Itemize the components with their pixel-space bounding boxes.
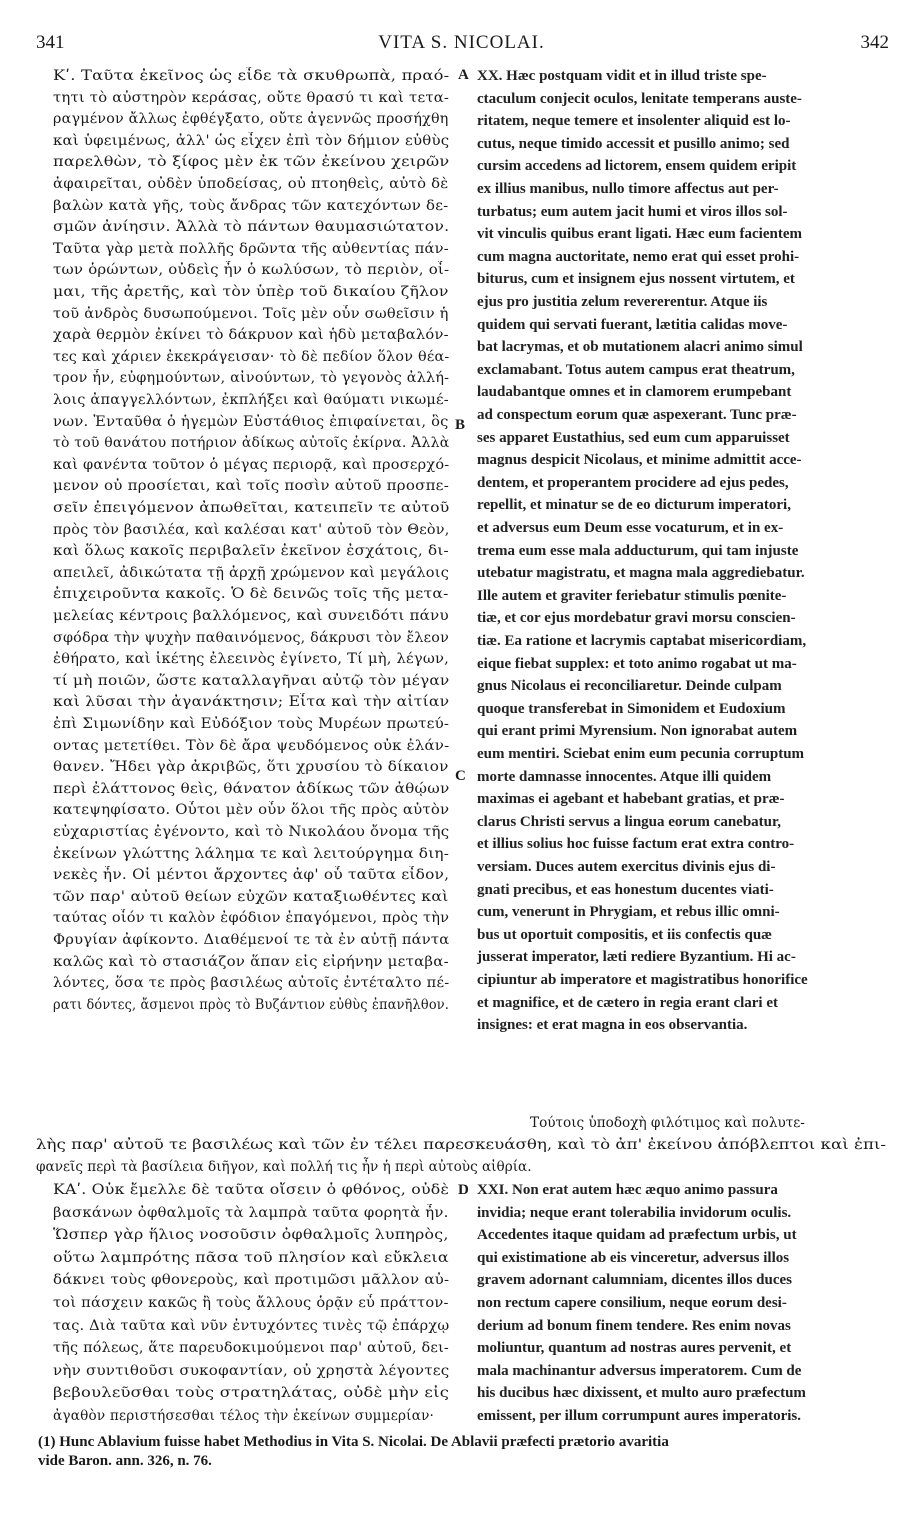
text-line: τῶν παρ' αὐτοῦ θείων εὐχῶν καταξιωθέντες καὶ xyxy=(53,888,449,905)
text-line: bus ut oportuit compositis, et iis confectis quæ xyxy=(477,926,773,943)
text-line: gravem adornant calumniam, dicentes illos duces xyxy=(477,1272,792,1289)
text-line: ἀγαθὸν περιστήσεσθαι τέλος τὴν ἐκείνων συμμερίαν· xyxy=(53,1408,435,1424)
text-line: πρὸς τὸν βασιλέα, καὶ καλέσαι κατ' αὐτοῦ τὸν Θεὸν, xyxy=(53,521,450,538)
text-line: et adversus eum Deum esse vocaturum, et in ex- xyxy=(477,520,784,536)
text-line: ταύτας οἷόν τι καλὸν ἐφόδιον ἐπαγόμενοι, πρὸς τὴν xyxy=(53,910,450,927)
text-line: repellit, et minatur se de eo dicturum imperatori, xyxy=(477,497,791,514)
text-line: ἐκείνων γλώττης λάλημα τε καὶ λειτούργημα διη- xyxy=(53,845,450,862)
text-line: mala machinantur adversus imperatorem. Cum de xyxy=(477,1362,802,1379)
page-number-right: 342 xyxy=(860,32,889,53)
text-line: καὶ φανέντα τοῦτον ὁ μέγας περιορᾷ, καὶ προσερχό- xyxy=(53,456,450,473)
text-line: cipiuntur ab imperatore et magistratibus honorifice xyxy=(477,972,808,988)
text-line: δάκνει τοὺς φθονεροὺς, καὶ προτιμῶσι μᾶλλον αὐ- xyxy=(53,1272,450,1289)
footnote-line: (1) Hunc Ablavium fuisse habet Methodius in Vita S. Nicolai. De Ablavii præfecti prætorio avaritia xyxy=(38,1434,669,1450)
text-line: cursim accedens ad lictorem, ensem quidem eripit xyxy=(477,158,797,175)
text-line: dentem, et properantem procidere ad ejus pedes, xyxy=(477,474,789,491)
text-line: quidem qui servati fuerant, lætitia calidas move- xyxy=(477,316,788,333)
text-line: φανεῖς περὶ τὰ βασίλεια διῆγον, καὶ πολλή τις ἦν ἡ περὶ αὐτοὺς αἰθρία. xyxy=(36,1159,532,1175)
text-line: λὴς παρ' αὐτοῦ τε βασιλέως καὶ τῶν ἐν τέλει παρεσκευάσθη, καὶ τὸ ἀπ' ἐκείνου ἀπόβλεπτοι καὶ ἐπι- xyxy=(36,1137,887,1153)
text-line: clarus Christi servus a lingua eorum canebatur, xyxy=(477,813,782,830)
text-line: non rectum capere consilium, neque eorum desi- xyxy=(477,1295,787,1311)
text-line: maximas ei agebant et habebant gratias, et præ- xyxy=(477,791,785,808)
text-line: σμῶν ἀνίησιν. Ἀλλὰ τὸ πάντων θαυμασιώτατον. xyxy=(53,219,450,236)
text-line: cum magna auctoritate, nemo erat qui esset prohi- xyxy=(477,248,800,265)
text-line: emissent, per illum corrumpunt aures imperatoris. xyxy=(477,1408,802,1424)
text-line: Ταῦτα γὰρ μετὰ πολλῆς δρῶντα τῆς αὐθεντίας πάν- xyxy=(53,240,449,257)
text-line: νων. Ἐνταῦθα ὁ ἡγεμὼν Εὐστάθιος ἐπιφαίνεται, ὃς xyxy=(53,413,449,430)
text-line: cutus, neque timido accessit et pusillo animo; sed xyxy=(477,135,790,152)
text-line: Φρυγίαν ἀφίκοντο. Διαθέμενοί τε τὰ ἐν αὐτῇ πάντα xyxy=(53,932,450,948)
text-line: καὶ ὑφειμένως, ἀλλ' ὡς εἶχεν ἐπὶ τὸν δήμιον εὐθὺς xyxy=(53,132,450,149)
text-line: utebatur magistratu, et magna mala aggrediebatur. xyxy=(477,565,805,582)
text-line: νεκὲς ἦν. Οἱ μέντοι ἄρχοντες ἀφ' οὗ ταῦτα εἶδον, xyxy=(53,867,450,884)
text-line: tiæ. Ea ratione et lacrymis captabat misericordiam, xyxy=(477,633,807,649)
text-line: gnati precibus, et eas honestum ducentes viati- xyxy=(477,881,774,898)
text-line: et magnifice, et de cætero in regia erant clari et xyxy=(477,994,778,1011)
text-line: ἐθήρατο, καὶ ἱκέτης ἐλεεινὸς ἐγίνετο, Τί μὴ, λέγων, xyxy=(53,651,450,668)
margin-marker-b: B xyxy=(455,417,466,433)
text-line: απειλεῖ, ἀδικώτατα τῇ ἀρχῇ χρώμενον καὶ μεγάλοις xyxy=(53,564,450,581)
text-line: ΚΑʹ. Οὐκ ἔμελλε δὲ ταῦτα οἴσειν ὁ φθόνος, οὐδὲ xyxy=(53,1182,450,1198)
text-line: ses apparet Eustathius, sed eum cum apparuisset xyxy=(477,429,790,446)
text-line: ἀφαιρεῖται, οὐδὲν ὑποδείσας, οὐ πτοηθεὶς, αὐτὸ δὲ xyxy=(53,176,449,192)
text-line: his ducibus hæc dixissent, et multo auro præfectum xyxy=(477,1385,806,1402)
text-line: κατεψηφίσατο. Οὗτοι μὲν οὖν ὅλοι τῆς πρὸς αὐτὸν xyxy=(53,802,450,819)
text-line: quoque transferebat in Simonidem et Eudoxium xyxy=(477,700,786,717)
text-line: μενον οὐ προσίεται, καὶ τοῖς ποσὶν αὐτοῦ προσπε- xyxy=(53,478,450,495)
text-line: παρελθὼν, τὸ ξίφος μὲν ἐκ τῶν ἐκείνου χειρῶν xyxy=(53,154,450,171)
text-line: Accedentes itaque quidam ad præfectum urbis, ut xyxy=(477,1227,797,1244)
text-line: cum, venerunt in Phrygiam, et rebus illic omni- xyxy=(477,904,780,921)
text-line: λοις ἀπαγγελλόντων, ἐκπλήξει καὶ θαύματι νικωμέ- xyxy=(53,392,449,408)
text-line: τὸ τοῦ θανάτου ποτήριον ἀδίκως αὐτοῖς ἐκίρνα. Ἀλλὰ xyxy=(53,435,450,452)
text-line: εὐχαριστίας ἐγένοντο, καὶ τὸ Νικολάου ὄνομα τῆς xyxy=(53,824,450,840)
text-line: οὕτω λαμπρότης πᾶσα τοῦ πλησίον καὶ εὔκλεια xyxy=(53,1249,449,1266)
text-line: τοὶ πάσχειν κακῶς ἢ τοὺς ἄλλους ὁρᾷν εὖ πράττον- xyxy=(53,1295,449,1311)
text-line: μαι, τῆς ἀρετῆς, καὶ τὸν ὑπὲρ τοῦ δικαίου ζῆλον xyxy=(53,284,449,300)
text-line: moliuntur, quantum ad nostras aures pervenit, et xyxy=(477,1340,792,1357)
text-line: τῆς πόλεως, ἅτε παρευδοκιμούμενοι παρ' αὐτοῦ, δει- xyxy=(53,1340,450,1357)
text-line: invidia; neque erant tolerabilia invidorum oculis. xyxy=(477,1204,792,1221)
text-line: ejus pro justitia zelum revererentur. Atque iis xyxy=(477,294,768,310)
running-title: VITA S. NICOLAI. xyxy=(378,32,545,53)
text-line: eum mentiri. Sciebat enim eum pecunia corruptum xyxy=(477,746,805,762)
text-line: τρον ἦν, εὐφημούντων, αἰνούντων, τὸ γεγονὸς ἀλλή- xyxy=(53,370,450,387)
text-line: ἐπὶ Σιμωνίδην καὶ Εὐδόξιον τοὺς Μυρέων πρωτεύ- xyxy=(53,716,450,732)
text-line: laudabantque omnes et in clamorem erumpebant xyxy=(477,384,792,401)
text-line: qui existimatione ab eis vinceretur, adversus illos xyxy=(477,1249,790,1266)
text-line: qui erant primi Myrensium. Non ignorabat autem xyxy=(477,723,798,740)
text-line: trema eum esse mala adducturum, qui tam injuste xyxy=(477,542,799,559)
text-line: ραγμένον ἄλλως ἐφθέγξατο, οὔτε ἀγεννῶς προσήχθη xyxy=(53,111,449,128)
text-line: eique fiebat supplex: et toto animo rogabat ut ma- xyxy=(477,655,797,672)
text-line: λόντες, ὅσα τε πρὸς βασιλέως αὐτοῖς ἐντέταλτο πέ- xyxy=(53,975,450,992)
text-line: τας. Διὰ ταῦτα καὶ νῦν ἐντυχόντες τινὲς τῷ ἐπάρχῳ xyxy=(53,1317,450,1334)
text-line: σεῖν ἐπειγόμενον ἀπωθεῖται, κατειπεῖν τε αὐτοῦ xyxy=(53,500,450,516)
text-line: ρατι δόντες, ἄσμενοι πρὸς τὸ Βυζάντιον εὐθὺς ἐπανῆλθον. xyxy=(53,996,450,1013)
margin-marker-d: D xyxy=(458,1182,469,1198)
margin-marker-c: C xyxy=(455,768,466,784)
text-line: χαρὰ θερμὸν ἐκίνει τὸ δάκρυον καὶ ἡδὺ μεταβαλόν- xyxy=(53,327,449,344)
text-line: βεβουλεῦσθαι τοὺς στρατηλάτας, οὐδὲ μὴν εἰς xyxy=(53,1385,450,1402)
text-line: των ὁρώντων, οὐδεὶς ἦν ὁ κωλύσων, τὸ περιὸν, οἶ- xyxy=(53,262,450,279)
text-line: XX. Hæc postquam vidit et in illud triste spe- xyxy=(477,68,767,84)
text-line: ἐπιχειροῦντα κακοῖς. Ὁ δὲ δεινῶς τοῖς τῆς μετα- xyxy=(53,586,449,603)
text-line: exclamabant. Totus autem campus erat theatrum, xyxy=(477,361,795,378)
text-line: et illius solius hoc fuisse factum erat extra contro- xyxy=(477,836,795,853)
text-line: τί μὴ ποιῶν, ὥστε καταλλαγῆναι αὐτῷ τὸν μέγαν xyxy=(53,672,450,689)
text-line: τητι τὸ αὐστηρὸν κεράσας, οὔτε θρασύ τι καὶ τετα- xyxy=(53,89,450,106)
text-line: καλῶς καὶ τὸ στασιάζον ἅπαν εἰς εἰρήνην μεταβα- xyxy=(53,953,449,970)
text-line: θανεν. Ἤδει γὰρ ἀκριβῶς, ὅτι χρυσίου τὸ δίκαιον xyxy=(53,759,449,776)
text-line: insignes: et erat magna in eos observantia. xyxy=(477,1017,748,1034)
text-line: οντας μετετίθει. Τὸν δὲ ἄρα ψευδόμενος οὐκ ἐλάν- xyxy=(53,737,450,754)
text-line: turbatus; eum autem jacit humi et viros illos sol- xyxy=(477,203,788,220)
text-line: τοῦ ἀνδρὸς δυσωπούμενοι. Τοῖς μὲν οὖν σωθεῖσιν ἡ xyxy=(53,305,449,322)
margin-marker-a: A xyxy=(458,67,469,83)
text-line: XXI. Non erat autem hæc æquo animo passura xyxy=(477,1182,778,1198)
text-line: versiam. Duces autem exercitus divinis ejus di- xyxy=(477,859,776,875)
text-line: καὶ ὅλως κακοῖς περιβαλεῖν ἐκεῖνον ἐσχάτοις, δι- xyxy=(53,543,449,560)
text-line: ex illius manibus, nullo timore affectus aut per- xyxy=(477,181,779,197)
text-line: περὶ ἐλάττονος θεὶς, θάνατον ἀδίκως τῶν ἀθῴων xyxy=(53,780,450,797)
text-line: νὴν συντιθοῦσι συκοφαντίαν, οὐ χρηστὰ λέγοντες xyxy=(53,1362,450,1379)
text-line: βαλὼν κατὰ γῆς, τοὺς ἄνδρας τῶν κατεχόντων δε- xyxy=(53,197,449,214)
text-line: ctaculum conjecit oculos, lenitate temperans auste- xyxy=(477,90,802,107)
text-line: gnus Nicolaus ei reconciliaretur. Deinde culpam xyxy=(477,678,782,695)
text-line: tiæ, et cor ejus mordebatur gravi morsu conscien- xyxy=(477,610,796,627)
text-line: μελείας κέντροις βαλλόμενος, καὶ συνειδότι πάνυ xyxy=(53,608,449,624)
text-line: biturus, cum et insignem ejus nossent virtutem, et xyxy=(477,271,795,288)
text-line: Κʹ. Ταῦτα ἐκεῖνος ὡς εἶδε τὰ σκυθρωπὰ, πραό- xyxy=(53,68,450,84)
text-line: καὶ λῦσαι τὴν ἀγανάκτησιν; Εἶτα καὶ τὴν αἰτίαν xyxy=(53,694,450,711)
text-line: ad conspectum eorum quæ aspexerant. Tunc præ- xyxy=(477,407,797,423)
text-line: vit vinculis quibus erant ligati. Hæc eum facientem xyxy=(477,226,802,243)
text-line: Τούτοις ὑποδοχὴ φιλότιμος καὶ πολυτε- xyxy=(530,1115,805,1131)
footnote-line: vide Baron. ann. 326, n. 76. xyxy=(38,1453,212,1469)
text-line: τες καὶ χάριεν ἐκεκράγεισαν· τὸ δὲ πεδίον ὅλον θέα- xyxy=(53,348,450,365)
text-line: ritatem, neque temere et insolenter aliquid est lo- xyxy=(477,113,791,130)
text-line: Ille autem et graviter feriebatur stimulis pœnite- xyxy=(477,587,787,604)
text-line: σφόδρα τὴν ψυχὴν παθαινόμενος, δάκρυσι τὸν ἔλεον xyxy=(53,629,449,646)
text-line: magnus despicit Nicolaus, et minime admittit acce- xyxy=(477,452,802,469)
page-number-left: 341 xyxy=(36,32,65,53)
text-line: jusserat imperator, læti rediere Byzantium. Hi ac- xyxy=(477,949,796,966)
text-line: derium ad bonum finem tendere. Res enim novas xyxy=(477,1317,791,1334)
text-line: bat lacrymas, et ob mutationem alacri animo simul xyxy=(477,339,803,356)
text-line: morte damnasse innocentes. Atque illi quidem xyxy=(477,768,772,785)
text-line: Ὥσπερ γὰρ ἥλιος νοσοῦσιν ὀφθαλμοῖς λυπηρὸς, xyxy=(53,1227,449,1244)
text-line: βασκάνων ὀφθαλμοῖς τὰ λαμπρὰ ταῦτα φορητὰ ἦν. xyxy=(53,1204,449,1221)
